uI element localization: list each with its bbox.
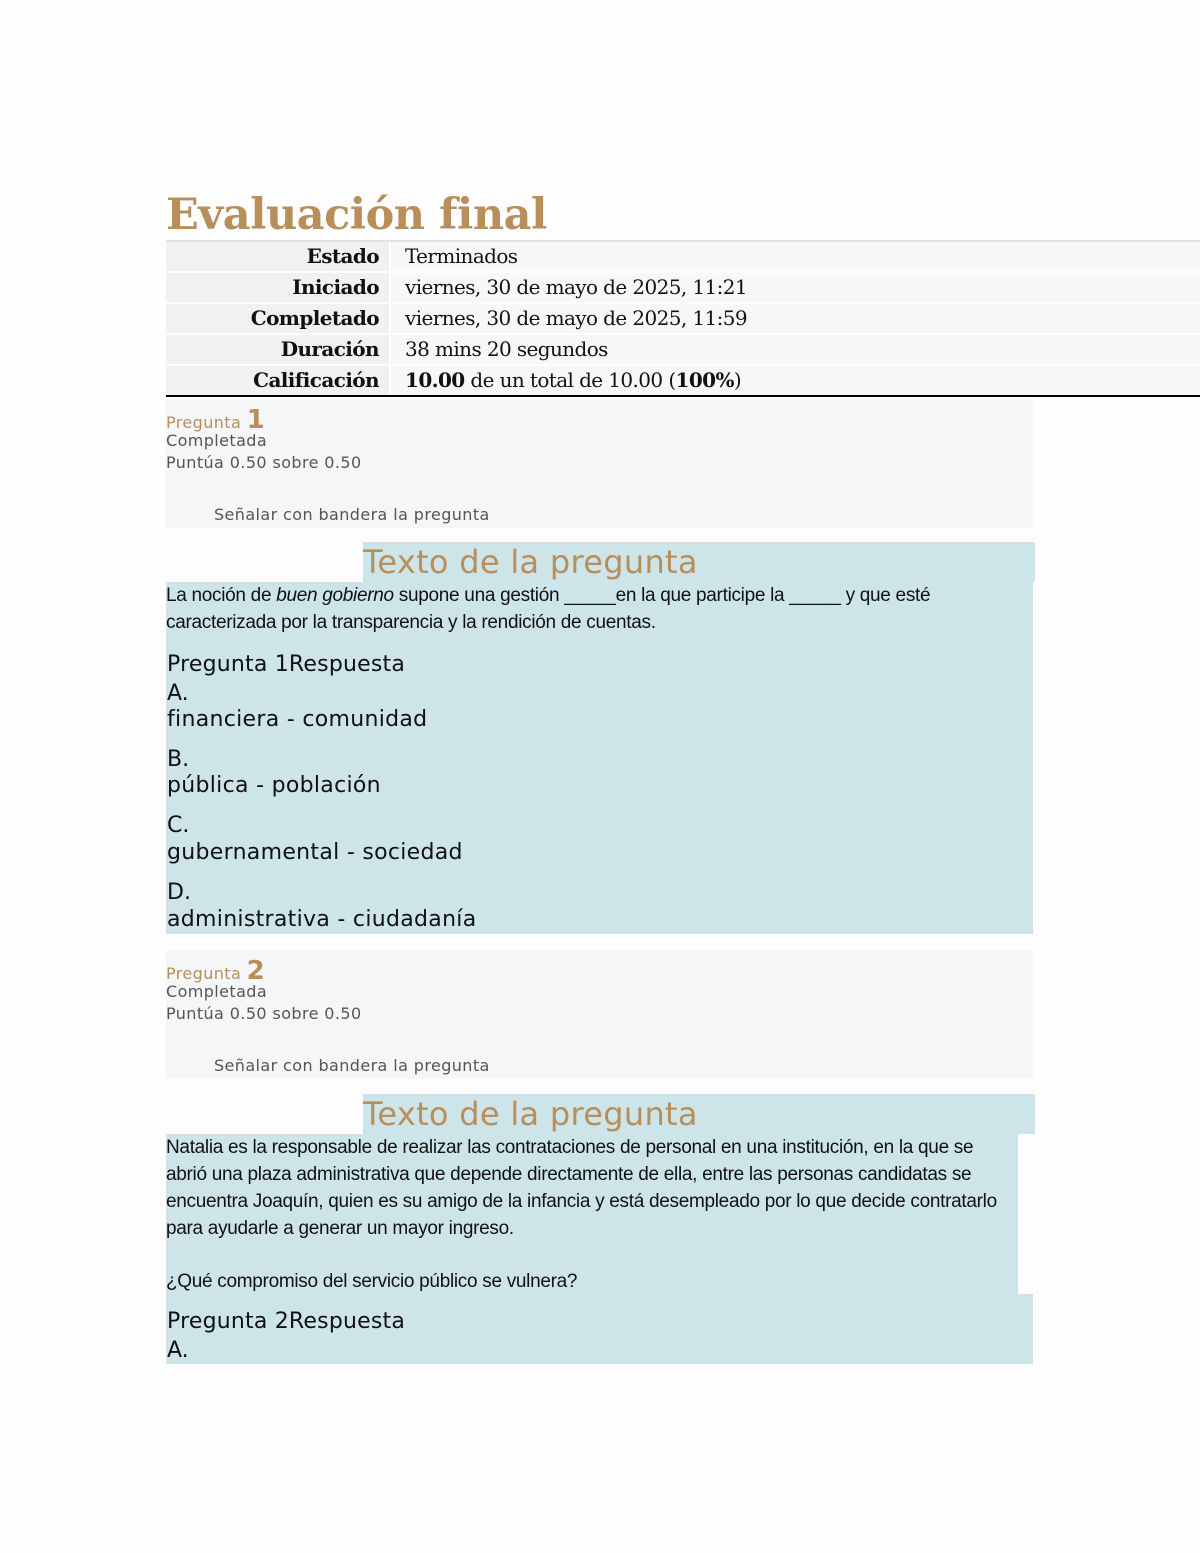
summary-value: viernes, 30 de mayo de 2025, 11:21 <box>389 273 1200 302</box>
question-text-part: supone una gestión _____en la que participe la _____ y que esté caracterizada por la transparencia y la rendición de cuentas. <box>166 585 931 633</box>
summary-row-calificacion <box>166 366 1200 397</box>
question-2-info <box>166 950 1033 1079</box>
question-text-heading: Texto de la pregunta <box>363 542 1035 582</box>
question-text: Natalia es la responsable de realizar las contrataciones de personal en una institución, en la que se abrió una plaza administrativa que depende directamente de ella, entre las personas candidatas se encuentra Joaquín, quien es su amigo de la infancia y está desempleado por lo que decide contratarlo para ayudarle a generar un mayor ingreso. <box>166 1137 997 1239</box>
page-title: Evaluación final <box>166 190 547 240</box>
question-number-value: 2 <box>246 956 266 986</box>
response-label: Pregunta 1Respuesta <box>167 652 406 677</box>
question-2-text-block <box>166 1134 1018 1294</box>
question-text-part: La noción de <box>166 585 277 606</box>
question-1-content <box>166 582 1033 934</box>
question-state: Completada <box>166 431 268 450</box>
grade-close: ) <box>733 368 742 392</box>
grade-total: de un total de 10.00 ( <box>464 368 676 392</box>
summary-row-duracion <box>166 335 1200 364</box>
flag-question-link[interactable]: Señalar con bandera la pregunta <box>214 505 490 524</box>
answer-option[interactable]: administrativa - ciudadanía <box>167 907 477 932</box>
answer-option[interactable]: gubernamental - sociedad <box>167 840 463 865</box>
question-text-italic: buen gobierno <box>276 585 394 606</box>
summary-value: viernes, 30 de mayo de 2025, 11:59 <box>389 304 1200 333</box>
summary-row-estado <box>166 242 1200 271</box>
question-grade: Puntúa 0.50 sobre 0.50 <box>166 1004 362 1023</box>
response-label: Pregunta 2Respuesta <box>167 1309 406 1334</box>
summary-key: Calificación <box>253 368 379 392</box>
grade-percent: 100% <box>675 368 734 392</box>
question-prompt: ¿Qué compromiso del servicio público se vulnera? <box>166 1271 578 1292</box>
grade-score: 10.00 <box>405 368 465 392</box>
attempt-summary-table <box>166 240 1200 399</box>
summary-key: Estado <box>306 244 379 268</box>
option-letter: D. <box>167 880 191 905</box>
question-text-heading: Texto de la pregunta <box>363 1094 1035 1134</box>
answer-option[interactable]: pública - población <box>167 773 381 798</box>
summary-key: Iniciado <box>292 275 379 299</box>
option-letter: A. <box>167 681 189 706</box>
summary-row-completado <box>166 304 1200 333</box>
summary-value: Terminados <box>389 242 1200 271</box>
question-1-info <box>166 399 1033 528</box>
question-text <box>166 582 1026 636</box>
answer-option[interactable]: financiera - comunidad <box>167 707 428 732</box>
question-2-answers <box>166 1294 1033 1364</box>
summary-key: Completado <box>250 306 379 330</box>
option-letter: B. <box>167 747 190 772</box>
flag-question-link[interactable]: Señalar con bandera la pregunta <box>214 1056 490 1075</box>
summary-key: Duración <box>280 337 379 361</box>
question-state: Completada <box>166 982 268 1001</box>
summary-row-iniciado <box>166 273 1200 302</box>
question-grade: Puntúa 0.50 sobre 0.50 <box>166 453 362 472</box>
option-letter: A. <box>167 1338 189 1363</box>
summary-value <box>389 366 1200 395</box>
option-letter: C. <box>167 813 190 838</box>
summary-value: 38 mins 20 segundos <box>389 335 1200 364</box>
question-number-value: 1 <box>246 405 266 435</box>
question-label: Pregunta <box>166 413 242 432</box>
question-label: Pregunta <box>166 964 242 983</box>
